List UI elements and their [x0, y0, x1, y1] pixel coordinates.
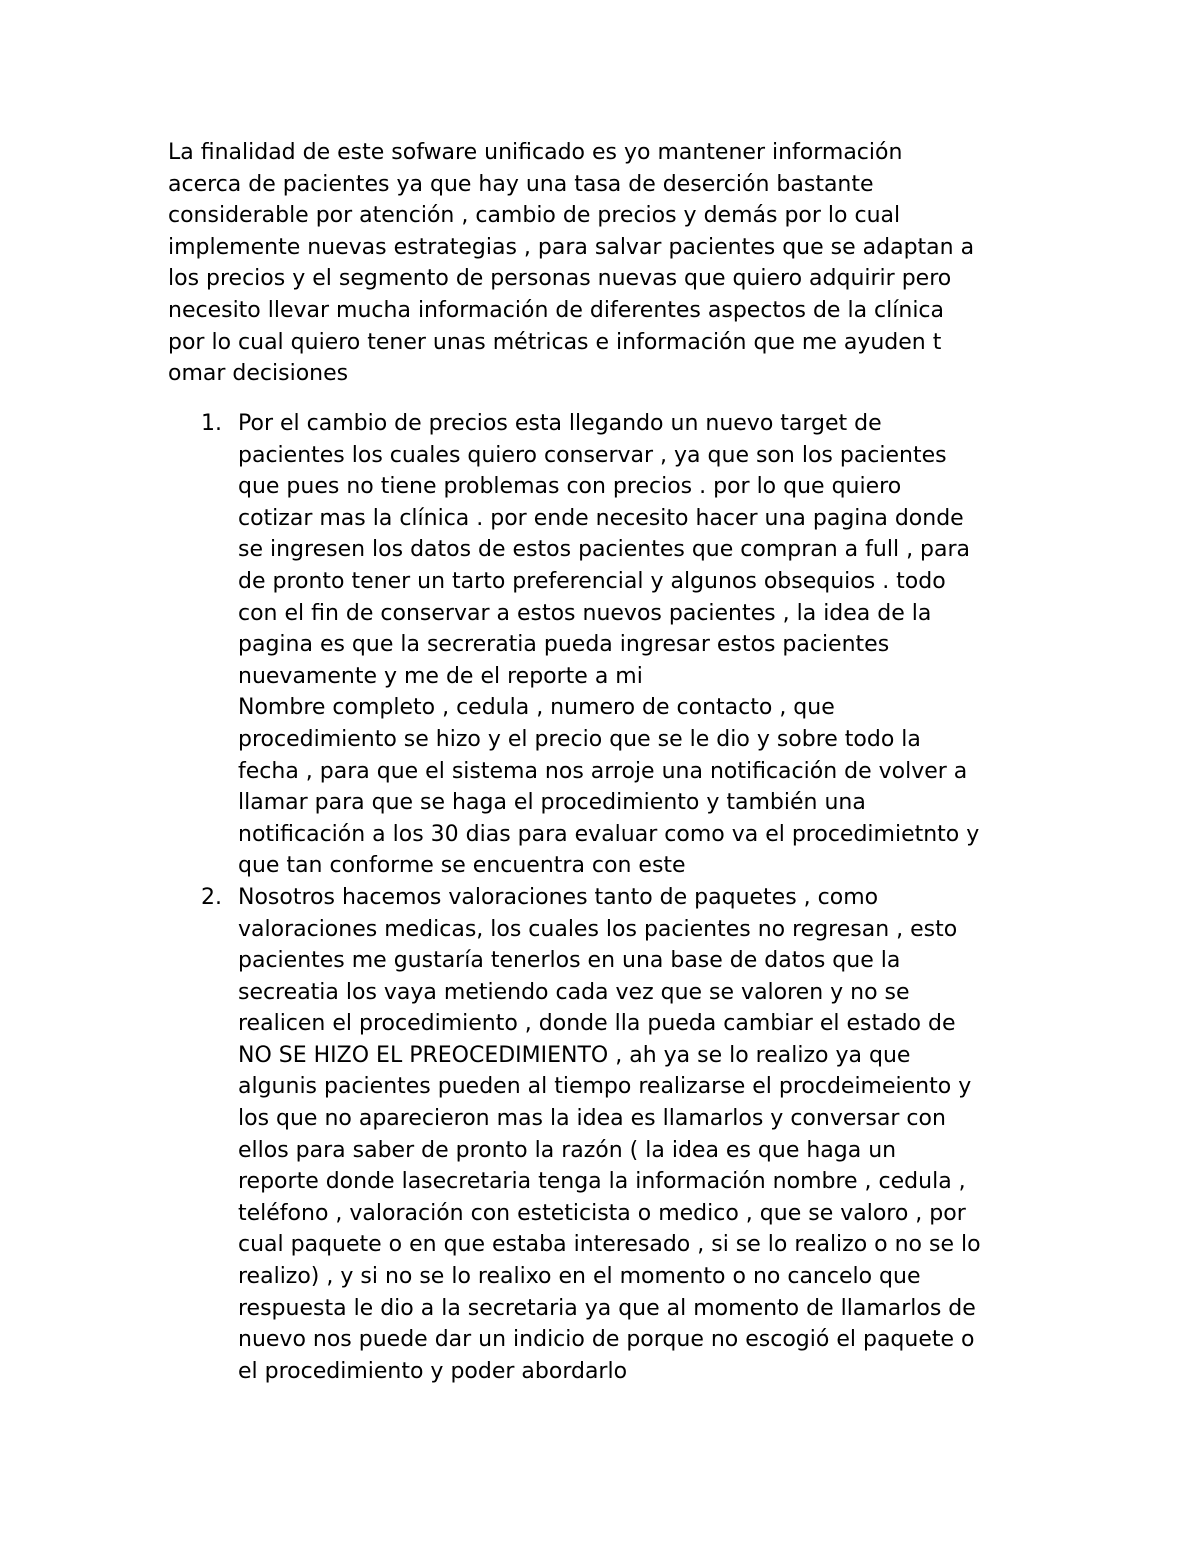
list-item-line: cual paquete o en que estaba interesado , si se lo realizo o no se lo: [238, 1232, 981, 1258]
list-item-line: pagina es que la secreratia pueda ingresar estos pacientes: [238, 632, 890, 658]
list-item-line: que tan conforme se encuentra con este: [238, 853, 686, 879]
intro-line: considerable por atención , cambio de precios y demás por lo cual: [168, 203, 901, 229]
list-item-line: secreatia los vaya metiendo cada vez que se valoren y no se: [238, 979, 910, 1005]
list-item-line: notificación a los 30 dias para evaluar como va el procedimietnto y: [238, 821, 980, 847]
intro-line: implemente nuevas estrategias , para salvar pacientes que se adaptan a: [168, 234, 975, 260]
list-item-line: con el fin de conservar a estos nuevos pacientes , la idea de la: [238, 600, 932, 626]
list-item-line: se ingresen los datos de estos pacientes que compran a full , para: [238, 537, 971, 563]
list-item-line: llamar para que se haga el procedimiento y también una: [238, 790, 866, 816]
list-item-1: [168, 408, 1048, 882]
list-item-line: nuevamente y me de el reporte a mi: [238, 663, 643, 689]
intro-line: los precios y el segmento de personas nuevas que quiero adquirir pero: [168, 266, 952, 292]
list-number: 2.: [201, 884, 222, 910]
list-item-line: reporte donde lasecretaria tenga la información nombre , cedula ,: [238, 1169, 966, 1195]
list-item-line: valoraciones medicas, los cuales los pacientes no regresan , esto: [238, 916, 958, 942]
list-item-2: [168, 882, 1048, 1388]
list-item-line: cotizar mas la clínica . por ende necesito hacer una pagina donde: [238, 505, 964, 531]
list-item-line: teléfono , valoración con esteticista o medico , que se valoro , por: [238, 1200, 966, 1226]
list-item-line: de pronto tener un tarto preferencial y algunos obsequios . todo: [238, 568, 946, 594]
list-item-line: el procedimiento y poder abordarlo: [238, 1358, 628, 1384]
list-item-line: procedimiento se hizo y el precio que se le dio y sobre todo la: [238, 726, 921, 752]
list-item-line: Nosotros hacemos valoraciones tanto de paquetes , como: [238, 884, 879, 910]
list-item-line: algunis pacientes pueden al tiempo realizarse el procdeimeiento y: [238, 1074, 972, 1100]
list-item-line: nuevo nos puede dar un indicio de porque no escogió el paquete o: [238, 1327, 975, 1353]
list-item-line: respuesta le dio a la secretaria ya que al momento de llamarlos de: [238, 1295, 976, 1321]
list-item-line: que pues no tiene problemas con precios . por lo que quiero: [238, 474, 902, 500]
intro-line: La finalidad de este sofware unificado es yo mantener información: [168, 140, 903, 165]
intro-line: por lo cual quiero tener unas métricas e información que me ayuden t: [168, 329, 942, 355]
list-item-line: realicen el procedimiento , donde lla pueda cambiar el estado de: [238, 1011, 956, 1037]
list-item-line: Nombre completo , cedula , numero de contacto , que: [238, 695, 835, 721]
intro-line: acerca de pacientes ya que hay una tasa de deserción bastante: [168, 171, 874, 197]
list-item-line: pacientes me gustaría tenerlos en una base de datos que la: [238, 948, 901, 974]
intro-line: omar decisiones: [168, 361, 349, 387]
list-item-line: NO SE HIZO EL PREOCEDIMIENTO , ah ya se lo realizo ya que: [238, 1042, 911, 1068]
list-number: 1.: [201, 411, 222, 436]
intro-line: necesito llevar mucha información de diferentes aspectos de la clínica: [168, 297, 945, 323]
list-item-line: realizo) , y si no se lo realixo en el momento o no cancelo que: [238, 1264, 921, 1290]
list-item-line: Por el cambio de precios esta llegando un nuevo target de: [238, 411, 882, 436]
list-item-line: ellos para saber de pronto la razón ( la idea es que haga un: [238, 1137, 897, 1163]
list-item-line: fecha , para que el sistema nos arroje una notificación de volver a: [238, 758, 968, 784]
list-item-line: los que no aparecieron mas la idea es llamarlos y conversar con: [238, 1106, 946, 1132]
list-item-line: pacientes los cuales quiero conservar , ya que son los pacientes: [238, 442, 947, 468]
numbered-list: [168, 408, 1048, 1387]
intro-paragraph: [168, 137, 1048, 390]
